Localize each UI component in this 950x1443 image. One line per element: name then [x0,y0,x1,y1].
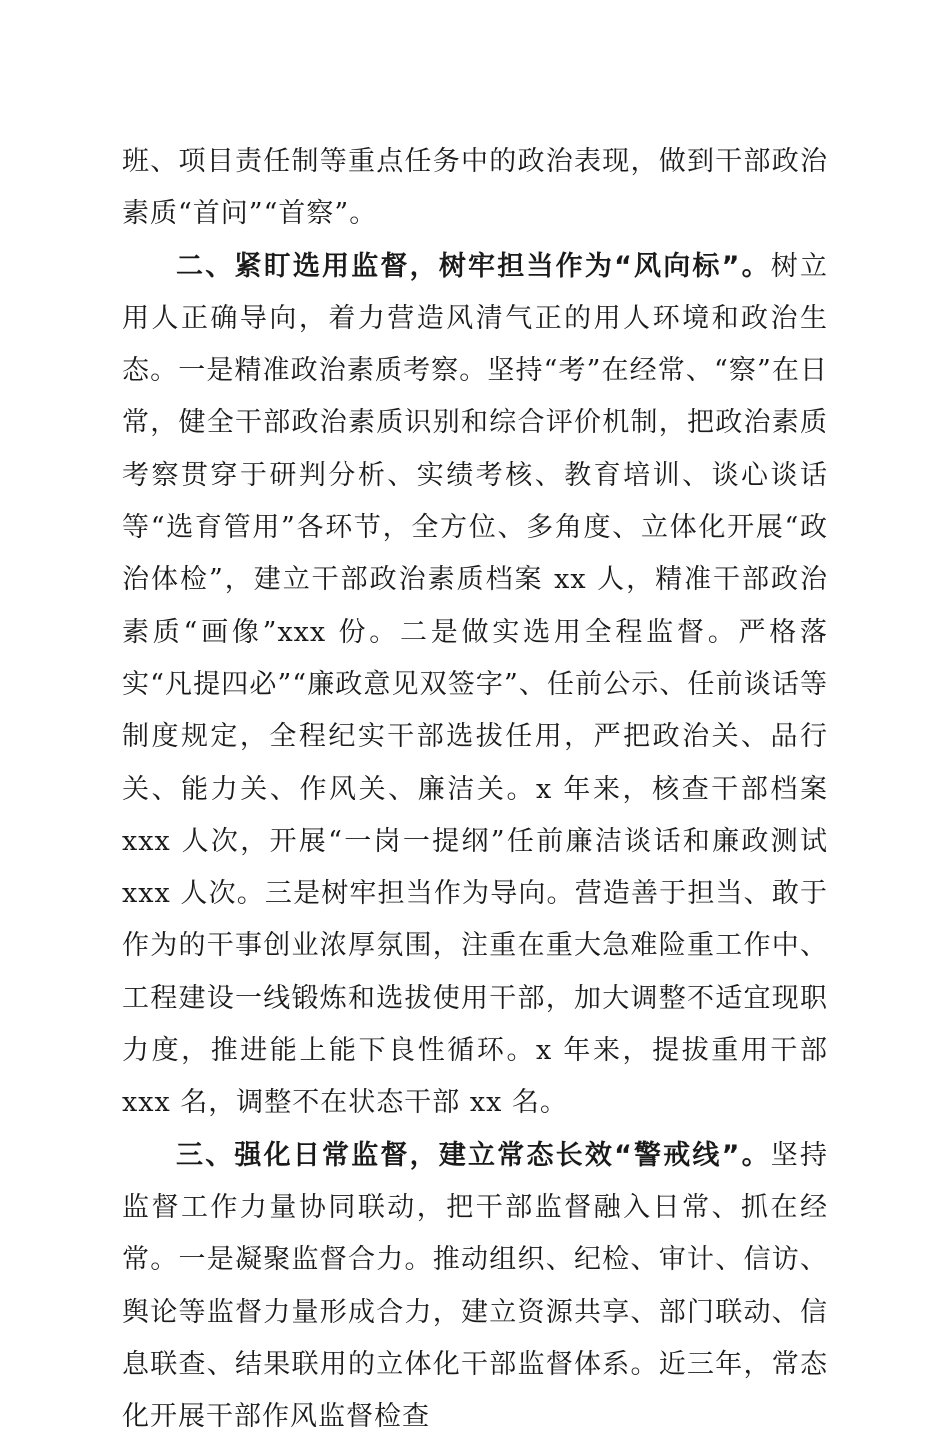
document-body [122,136,828,1443]
paragraph-1-body: 班、项目责任制等重点任务中的政治表现，做到干部政治素质“首问”“首察”。 [122,146,828,230]
section-heading-3: 三、强化日常监督，建立常态长效“警戒线”。 [176,1139,771,1171]
paragraph-1 [122,136,828,241]
paragraph-3-body: 坚持监督工作力量协同联动，把干部监督融入日常、抓在经常。一是凝聚监督合力。推动组织、纪检、审计、信访、舆论等监督力量形成合力，建立资源共享、部门联动、信息联查、结果联用的立体化干部监督体系。近三年，常态化开展干部作风监督检查 [122,1139,829,1433]
paragraph-2 [122,241,828,1130]
paragraph-2-body: 树立用人正确导向，着力营造风清气正的用人环境和政治生态。一是精准政治素质考察。坚持“考”在经常、“察”在日常，健全干部政治素质识别和综合评价机制，把政治素质考察贯穿于研判分析、实绩考核、教育培训、谈心谈话等“选育管用”各环节，全方位、多角度、立体化开展“政治体检”，建立干部政治素质档案 xx 人，精准干部政治素质“画像”xxx 份。二是做实选用全程监督。严格落实“凡提四必”“廉政意见双签字”、任前公示、任前谈话等制度规定，全程纪实干部选拔任用，严把政治关、品行关、能力关、作风关、廉洁关。x 年来，核查干部档案 xxx 人次，开展“一岗一提纲”任前廉洁谈话和廉政测试 xxx 人次。三是树牢担当作为导向。营造善于担当、敢于作为的干事创业浓厚氛围，注重在重大急难险重工作中、工程建设一线锻炼和选拔使用干部，加大调整不适宜现职力度，推进能上能下良性循环。x 年来，提拔重用干部 xxx 名，调整不在状态干部 xx 名。 [122,250,829,1119]
paragraph-3 [122,1130,828,1443]
section-heading-2: 二、紧盯选用监督，树牢担当作为“风向标”。 [176,250,771,282]
